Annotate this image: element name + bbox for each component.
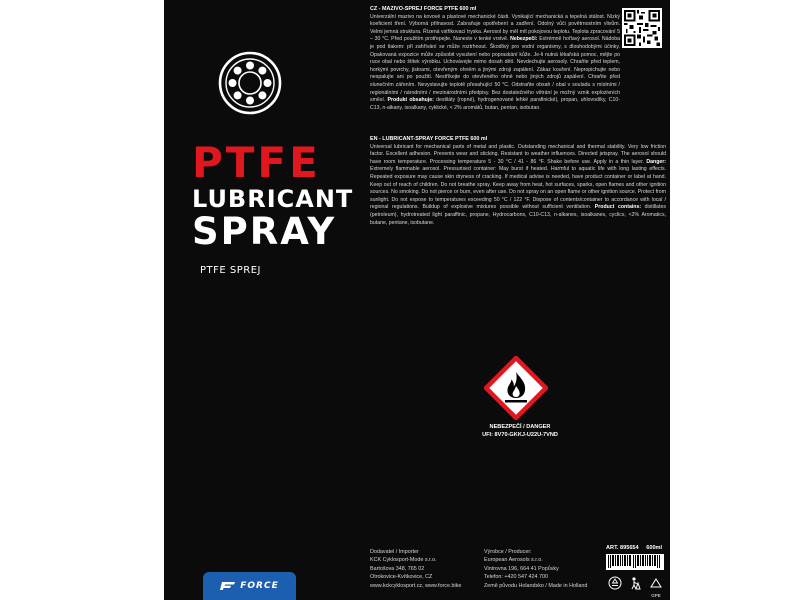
subtitle: PTFE SPREJ xyxy=(200,265,261,276)
producer-line: Země původu Holandsko / Made in Holland xyxy=(484,582,588,589)
en-body: Universal lubricant for mechanical parts of metal and plastic. Outstanding mechanical and thermal stability. Very low friction factor. Excellent adhesion. Prevents wear and sticking. Resistant to weather influences. Directed jetspray. The aerosol should have room temperature. Processing temperature 5 - 30 °C / 41 - 86 °F. Shake before use. Apply in a thin layer. xyxy=(370,143,666,165)
producer-heading: Výrobce / Producer: xyxy=(484,549,532,555)
en-danger-label: Danger: xyxy=(646,158,666,165)
cz-body: Univerzální mazivo na kovové a plastové mechanické části. Vynikající mechanická a tepelná stálost. Nízký koeficient tření. Výborná přilnavost. Zabraňuje opotřebení a zadření. Odolný vůči povětrnostním vlivům. Velmi jemná struktura. Řízená vstřikovací tryska. Aerosol by měl mít pokojovou teplotu. Teplota zpracování 5 – 30 °C. Před použitím protřepejte. Naneste v tenké vrstvě. xyxy=(370,13,620,43)
force-logo-badge xyxy=(203,572,296,600)
producer-line: Vintrovna 196, 664 41 Popůvky xyxy=(484,565,559,572)
en-danger-text: Extremely flammable aerosol. Pressurised container: May burst if heated. Harmful to aquatic life with long lasting effects. Repeated exposure may cause skin dryness of cracking. If medical advise is needed, have product container or label at hand. Keep out of reach of children. Do not breathe spray. Keep away from heat, hot surfaces, sparks, open flames and other ignition sources. No smoking. Do not pierce or burn, even after use. Do not spray on an open flame or other ignition source. Protect from sunlight. Do not expose to temperatures exceeding 50 °C / 122 °F. Dispose of contents/container to accordance with local / regional regulations. Buildup of explosive mixtures possible without sufficient ventilation. xyxy=(370,166,666,211)
en-contents-label: Product contains: xyxy=(594,204,645,211)
title-lubricant: LUBRICANT xyxy=(192,185,354,213)
qr-code-icon xyxy=(622,8,662,48)
gpe-icon xyxy=(649,578,663,588)
cz-description xyxy=(370,6,620,112)
cz-heading: CZ - MAZIVO-SPREJ FORCE PTFE 600 ml xyxy=(370,6,477,12)
force-logo-text: FORCE xyxy=(240,581,279,591)
hazard-ufi: UFI: 8V70-GKKJ-U22U-7VND xyxy=(482,432,558,438)
hazard-text xyxy=(470,423,570,439)
title-spray: SPRAY xyxy=(192,210,337,253)
tidy-man-icon xyxy=(628,576,642,590)
title-ptfe: PTFE xyxy=(192,138,321,187)
en-description xyxy=(370,136,666,227)
importer-line: www.kckcyklosport.cz, www.force.bike xyxy=(370,582,462,589)
importer-heading: Dodavatel / Importer xyxy=(370,549,419,555)
gpe-block xyxy=(648,575,664,598)
producer-block xyxy=(484,548,594,590)
importer-line: Otrokovice-Kvítkovice, CZ xyxy=(370,574,433,581)
importer-block xyxy=(370,548,480,590)
cz-danger-text: Extrémně hořlavý aerosol. Nádoba je pod tlakem: při zahřívání se může roztrhnout. Škodlivý pro vodní organismy, s dlouhodobými účinky. Opakovaná expozice může způsobit vysušení nebo popraskání kůže. Je-li nutná lékařská pomoc, mějte po ruce obal nebo štítek výrobku. Uchovávejte mimo dosah dětí. Nevdechujte aerosoly. Chraňte před teplem, horkými povrchy, jiskrami, otevřeným ohněm a jinými zdroji zapálení. Zákaz kouření. Nepropichujte nebo nespalujte ani po použití. Nestříkejte do otevřeného ohně nebo jiných zdrojů zapálení. Chraňte před slunečním zářením. Nevystavujte teplotě přesahující 50 °C. Odstraňte obsah / obal v souladu s místními / regionálními / národními / mezinárodními předpisy. Bez dostatečného větrání je možný vznik explozivních směsí. xyxy=(370,36,621,104)
producer-line: European Aerosols s.r.o. xyxy=(484,557,543,564)
gpe-label: GPE xyxy=(651,593,661,598)
hazard-danger-label: NEBEZPEČÍ / DANGER xyxy=(489,424,551,430)
bearing-ring-icon xyxy=(218,51,282,115)
cz-contents-label: Produkt obsahuje: xyxy=(387,97,437,104)
en-contents: distillates (petroleum), hydrotreated light paraffinic, propane, Hydrocarbons, C10-C13, n-alkanes, isoalkanes, cyclics, <2% Aromatics, butane, pentane, isobutane. xyxy=(370,204,666,226)
cz-danger-label: Nebezpečí: xyxy=(510,36,540,43)
flame-pictogram-icon xyxy=(484,356,548,420)
recycle-icon xyxy=(608,576,622,590)
article-info xyxy=(606,545,662,551)
producer-line: Telefon: +420 547 424 700 xyxy=(484,574,548,581)
en-heading: EN - LUBRICANT-SPRAY FORCE PTFE 600 ml xyxy=(370,136,488,142)
article-volume: 600ml xyxy=(646,545,663,551)
importer-line: Bartošova 348, 765 02 xyxy=(370,565,425,572)
barcode-icon xyxy=(606,554,664,570)
force-logo-icon xyxy=(220,581,236,591)
cz-contents: destiláty (ropné), hydrogenované lehké parafinické), propan, uhlovodíky, C10-C13, n-alkany, isoalkany, cyklické, < 2% aromátů, butan, pentan, isobutan. xyxy=(370,97,620,111)
article-number: ART. 895654 xyxy=(606,545,639,551)
importer-line: KCK Cyklosport-Mode s.r.o. xyxy=(370,557,437,564)
